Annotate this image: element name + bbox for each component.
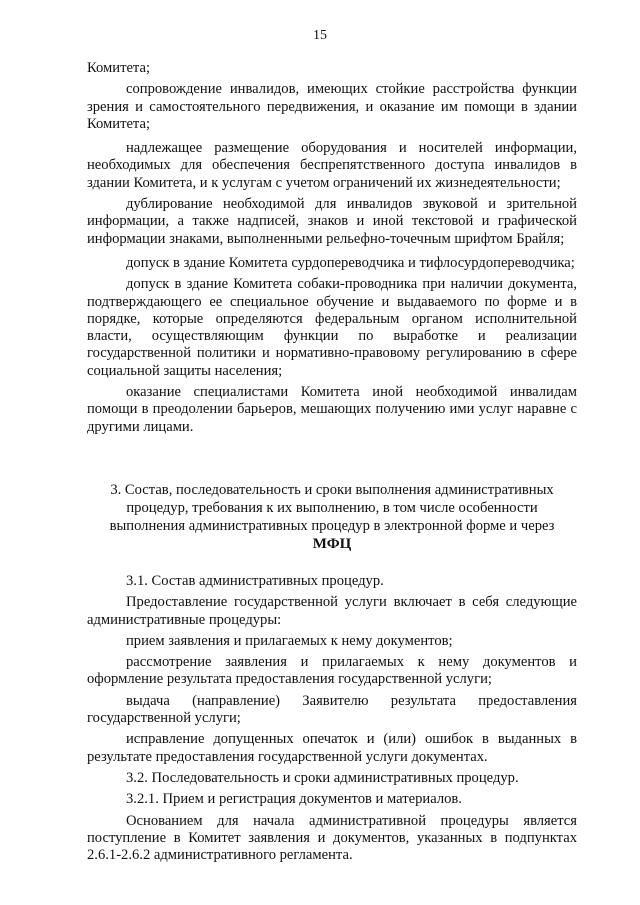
paragraph: надлежащее размещение оборудования и носителей информации, необходимых для обеспечения беспрепятственного доступа инвалидов в здании Комитета, и к услугам с учетом ограничений их жизнедеятельности;	[87, 140, 577, 191]
list-item: прием заявления и прилагаемых к нему документов;	[126, 632, 453, 649]
subsection-title: 3.1. Состав административных процедур.	[126, 572, 384, 589]
section-heading-last: МФЦ	[312, 535, 352, 552]
list-item: рассмотрение заявления и прилагаемых к нему документов и оформление результата предоставления государственной услуги;	[87, 654, 577, 688]
paragraph: оказание специалистами Комитета иной необходимой инвалидам помощи в преодолении барьеров, мешающих получению ими услуг наравне с другими лицами.	[87, 384, 577, 435]
list-item: выдача (направление) Заявителю результата предоставления государственной услуги;	[87, 692, 577, 727]
section-heading	[87, 481, 577, 553]
page-number: 15	[313, 28, 327, 43]
paragraph: Комитета;	[87, 60, 151, 76]
subsection-title: 3.2. Последовательность и сроки административных процедур.	[126, 769, 519, 786]
paragraph: допуск в здание Комитета сурдопереводчика и тифлосурдопереводчика;	[126, 254, 575, 271]
document-body	[87, 60, 577, 864]
paragraph: Основанием для начала административной процедуры является поступление в Комитет заявления и документов, указанных в подпунктах 2.6.1-2.6.2 административного регламента.	[87, 812, 577, 864]
paragraph: допуск в здание Комитета собаки-проводника при наличии документа, подтверждающего ее специальное обучение и выдаваемого по форме и в порядке, которые определяются федеральным органом исполнительной власти, осуществляющим функции по выработке и реализации государственной политики и нормативно-правовому регулированию в сфере социальной защиты населения;	[87, 276, 577, 379]
paragraph: Предоставление государственной услуги включает в себя следующие административные процедуры:	[87, 594, 577, 628]
paragraph: сопровождение инвалидов, имеющих стойкие расстройства функции зрения и самостоятельного передвижения, и оказание им помощи в здании Комитета;	[87, 81, 577, 132]
paragraph: дублирование необходимой для инвалидов звуковой и зрительной информации, а также надписей, знаков и иной текстовой и графической информации знаками, выполненными рельефно-точечным шрифтом Брайля;	[87, 196, 577, 247]
subsection-title: 3.2.1. Прием и регистрация документов и материалов.	[126, 791, 462, 808]
section-heading-text: 3. Состав, последовательность и сроки выполнения административных процедур, требования к их выполнению, в том числе особенности выполнения административных процедур в электронной форме и через	[109, 481, 555, 534]
list-item: исправление допущенных опечаток и (или) ошибок в выданных в результате предоставления государственной услуги документах.	[87, 731, 577, 765]
